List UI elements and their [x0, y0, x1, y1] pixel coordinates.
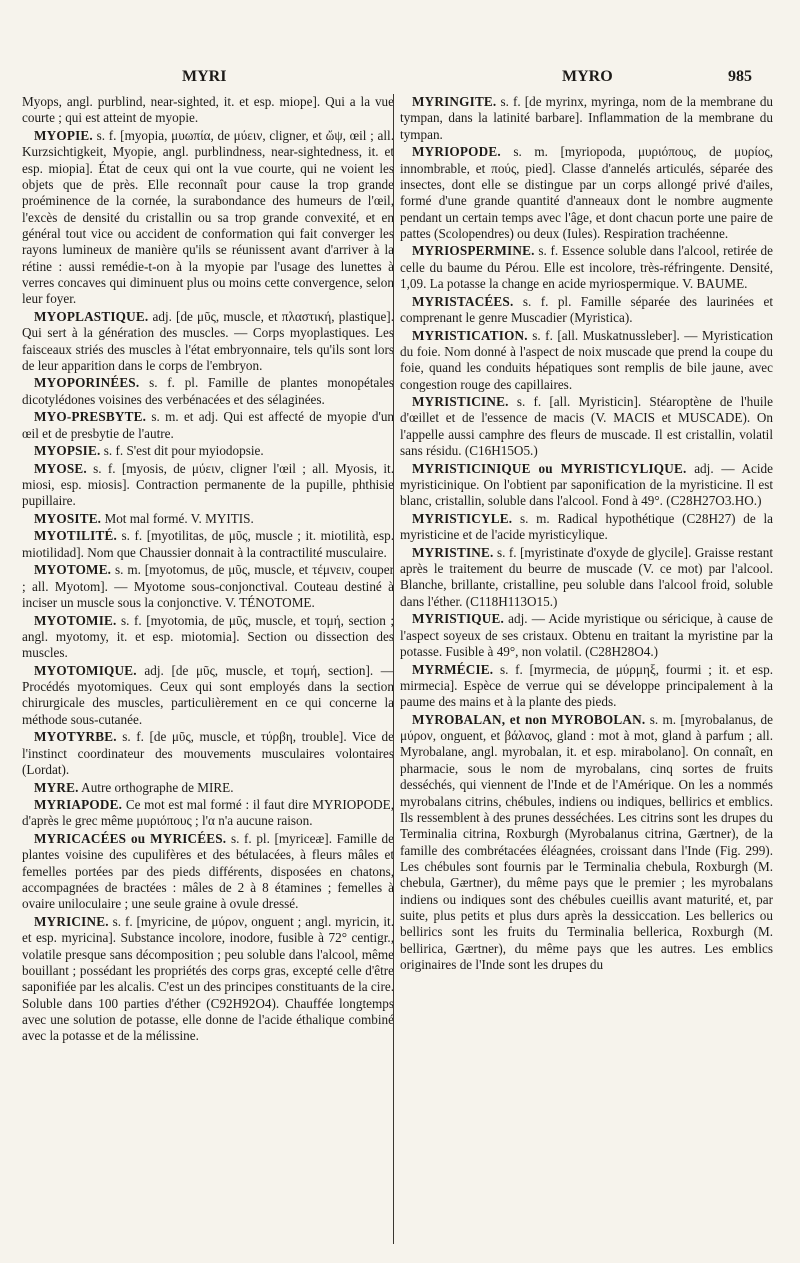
entry-headword: MYRISTACÉES. [412, 293, 514, 309]
dictionary-entry [22, 613, 394, 662]
dictionary-entry [22, 443, 394, 459]
entry-definition: s. f. [all. Muskatnussleber]. — Myristication du foie. Nom donné à l'aspect de noix muscade que prend la coupe du foie, quand les conduits hépatiques sont remplis de bile jaune, avec congestion rouge des capillaires. [400, 327, 774, 392]
entry-headword: MYOTOMIE. [34, 612, 117, 628]
dictionary-entry [22, 309, 394, 374]
entry-definition: s. m. et adj. Qui est affecté de myopie d'un œil et de presbytie de l'autre. [22, 409, 395, 441]
entry-headword: MYOPORINÉES. [34, 375, 140, 391]
entry-definition: s. m. [myotomus, de μῦς, muscle, et τέμνειν, couper ; all. Myotom]. — Myotome sous-conjonctival. Couteau destiné à inciser un muscle sous la conjonctive. V. TÉNOTOME. [22, 562, 395, 610]
entry-definition: s. f. [myristinate d'oxyde de glycile]. Graisse restant après le traitement du beurre de muscade (V. ce mot) par l'alcool. Blanche, brillante, cristalline, peu soluble dans l'alcool froid, soluble dans l'éther. (C118H113O15.) [400, 544, 773, 609]
running-head-center: MYRO [562, 68, 613, 85]
dictionary-entry [22, 94, 394, 127]
entry-definition: Mot mal formé. V. MYITIS. [104, 510, 254, 526]
left-column [22, 94, 394, 1046]
entry-headword: MYOTYRBE. [34, 729, 117, 745]
entry-headword: MYOTOME. [34, 562, 112, 578]
entry-definition: s. m. Radical hypothétique (C28H27) de la myristicine et de l'acide myristicylique. [400, 510, 774, 543]
entry-definition: s. f. pl. Famille de plantes monopétales dicotylédones voisines des verbénacées et des sélaginées. [22, 375, 394, 407]
entry-definition: s. f. Essence soluble dans l'alcool, retirée de celle du baume du Pérou. Elle est incolore, très-réfringente. Densité, 1,09. La potasse la change en acide myriospermique. V. BAUME. [400, 243, 773, 292]
dictionary-entry [400, 611, 773, 660]
dictionary-entry [400, 662, 773, 711]
entry-headword: MYRISTICYLE. [412, 510, 513, 526]
entry-headword: MYROBALAN, et non MYROBOLAN. [412, 711, 646, 727]
entry-headword: MYOSE. [34, 460, 87, 476]
entry-headword: MYRICACÉES ou MYRICÉES. [34, 830, 227, 846]
entry-headword: MYRISTINE. [412, 544, 494, 560]
entry-definition: s. f. [myrmecia, de μύρμηξ, fourmi ; it. et esp. mirmecia]. Espèce de verrue qui se développe principalement à la paume des mains et à la plante des pieds. [400, 661, 774, 710]
dictionary-entry [400, 328, 773, 393]
entry-definition: Ce mot est mal formé : il faut dire MYRIOPODE, d'après le grec même μυριόπους ; l'α n'a aucune raison. [22, 797, 394, 829]
dictionary-entry [22, 461, 394, 510]
dictionary-entry [400, 94, 773, 143]
dictionary-entry [22, 729, 394, 778]
entry-definition: Myops, angl. purblind, near-sighted, it. et esp. miope]. Qui a la vue courte ; qui est atteint de myopie. [22, 94, 394, 126]
column-divider [393, 94, 394, 1244]
entry-definition: s. f. [myotomia, de μῦς, muscle, et τομή, section ; angl. myotomy, it. et esp. miotomia]. Section ou dissection des muscles. [22, 612, 394, 661]
entry-definition: s. f. S'est dit pour myiodopsie. [103, 443, 264, 459]
dictionary-entry [400, 294, 773, 327]
entry-headword: MYOPSIE. [34, 443, 101, 459]
entry-definition: s. f. pl. Famille séparée des laurinées et comprenant le genre Muscadier (Myristica). [400, 293, 774, 326]
dictionary-entry [22, 797, 394, 830]
dictionary-entry [400, 511, 773, 544]
entry-headword: MYOTOMIQUE. [34, 662, 137, 678]
entry-definition: adj. [de μῦς, muscle, et τομή, section]. — Procédés myotomiques. Ceux qui sont employés dans la section chirurgicale des muscles, particulièrement en ce qui concerne la méthode sous-cutanée. [22, 662, 394, 727]
entry-headword: MYRIAPODE. [34, 797, 123, 813]
entry-definition: s. f. [myotilitas, de μῦς, muscle ; it. miotilità, esp. miotilidad]. Nom que Chaussier donnait à la contractilité musculaire. [22, 528, 395, 560]
entry-definition: s. f. [myricine, de μύρον, onguent ; angl. myricin, it. et esp. myricina]. Substance incolore, inodore, fusible à 72° centigr., volatile presque sans décomposition ; peu soluble dans l'alcool, même bouillant ; possédant les propriétés des corps gras, excepté celle d'être saponifiée par les alcalis. C'est un des principes constituants de la cire. Soluble dans 100 parties d'éther (C92H92O4). Chauffée longtemps avec une solution de potasse, elle donne de l'acide éthalique combiné avec la potasse et de la mélissine. [22, 913, 394, 1044]
entry-headword: MYRMÉCIE. [412, 661, 494, 677]
entry-headword: MYOTILITÉ. [34, 528, 117, 544]
entry-headword: MYOPIE. [34, 127, 93, 143]
entry-headword: MYRISTICINIQUE ou MYRISTICYLIQUE. [412, 460, 687, 476]
dictionary-entry [400, 394, 773, 459]
entry-headword: MYOPLASTIQUE. [34, 308, 149, 324]
entry-definition: s. f. [myopia, μυωπία, de μύειν, cligner, et ὤψ, œil ; all. Kurzsichtigkeit, Myopie, angl. purblindness, near-sightedness, it. et esp. miopia]. État de ceux qui ont la vue courte, qui ne voient les objets que de près. Elle reconnaît pour cause la trop grande proéminence de la cornée, la surabondance des humeurs de l'œil, l'excès de densité du cristallin ou sa trop grande convexité, et en général tout vice ou accident de conformation qui fait converger les rayons lumineux de manière qu'ils se réunissent avant d'arriver à la rétine : aussi remédie-t-on à la myopie par l'usage des lunettes à verres concaves qui diminuent plus ou moins cette convergence, selon leur foyer. [22, 127, 395, 307]
dictionary-entry [22, 128, 394, 308]
dictionary-entry [22, 528, 394, 561]
entry-headword: MYRINGITE. [412, 94, 497, 109]
dictionary-entry [22, 511, 394, 527]
dictionary-entry [22, 409, 394, 442]
dictionary-entry [22, 780, 394, 796]
entry-definition: s. f. pl. [myriceæ]. Famille de plantes voisine des cupulifères et des bétulacées, à fleurs mâles et femelles portées par des pieds différents, disposées en chatons, accompagnées de bractées : mâles de 2 à 8 étamines ; femelles à ovaire uniloculaire ; une seule graine à ovule dressé. [22, 830, 394, 912]
entry-headword: MYRISTICINE. [412, 394, 509, 410]
dictionary-entry [22, 914, 394, 1045]
dictionary-entry [22, 562, 394, 611]
dictionary-entry [400, 144, 773, 242]
entry-definition: s. f. [de μῦς, muscle, et τύρβη, trouble]. Vice de l'instinct coordinateur des mouvements musculaires volontaires (Lordat). [22, 729, 394, 777]
running-head [0, 68, 800, 90]
entry-headword: MYRE. [34, 779, 79, 795]
entry-definition: s. m. [myriopoda, μυριόπους, de μυρίος, innombrable, et πούς, pied]. Classe d'annelés articulés, séparée des insectes, dont elle se distingue par un corps allongé privé d'ailes, formé d'une grande quantité d'anneaux dont le nombre augmente pendant un certain temps avec l'âge, et dont chacun porte une paire de pattes (Scolopendres) ou deux (Iules). Respiration trachéenne. [400, 144, 774, 241]
running-head-left: MYRI [182, 68, 227, 85]
entry-definition: adj. [de μῦς, muscle, et πλαστική, plastique]. Qui sert à la génération des muscles. — Corps myoplastiques. Les faisceaux striés des muscles à l'état embryonnaire, tels qu'ils sont lors de leur apparition dans le corps de l'embryon. [22, 308, 394, 373]
entry-definition: adj. — Acide myristicinique. On l'obtient par saponification de la myristicine. Il est blanc, cristallin, soluble dans l'alcool. Fond à 49°. (C28H27O3.HO.) [400, 460, 773, 509]
entry-definition: adj. — Acide myristique ou séricique, à cause de l'aspect soyeux de ses cristaux. Obtenu en traitant la myristine par la potasse. Fusible à 49°, non volatil. (C28H28O4.) [400, 611, 774, 660]
entry-headword: MYRISTIQUE. [412, 611, 504, 627]
dictionary-entry [400, 461, 773, 510]
entry-headword: MYRISTICATION. [412, 327, 528, 343]
entry-headword: MYRICINE. [34, 913, 109, 929]
dictionary-entry [400, 243, 773, 292]
entry-headword: MYO-PRESBYTE. [34, 409, 147, 425]
right-column [400, 94, 773, 974]
dictionary-entry [22, 831, 394, 913]
entry-definition: s. m. [myrobalanus, de μύρον, onguent, et βάλανος, gland : mot à mot, gland à parfum ; all. Myrobalane, angl. myrobalan, it. et esp. mirabolano]. On connaît, en pharmacie, sous le nom de myrobalans, cinq sortes de fruits desséchés, qui viennent de l'Inde et de l'Amérique. On les a nommés myrobalans citrins, chébules, indiens ou indiques, bellirics et emblics. Ils ressemblent à des prunes desséchées. Les citrins sont les drupes du Terminalia citrina, Roxburgh (Myrobalanus citrina, Gærtner), de la famille des combrétacées éléagnées, croissant dans l'Inde (Fig. 299). Les chébules sont fournis par le Terminalia chebula, Roxburgh (M. chebula, Gærtner), du même pays que le premier ; les myrobalans indiens ou indiques sont des chébules cueillis avant maturité, et, par suite, plus petits et plus durs après la dessiccation. Les bellerics ou bellirics sont les fruits du Terminalia bellerica, Roxburgh (M. bellirica, Gærtner), du même pays que les autres. Les emblics originaires de l'Inde sont les drupes du [400, 711, 774, 972]
dictionary-entry [22, 663, 394, 728]
entry-definition: s. f. [all. Myristicin]. Stéaroptène de l'huile d'œillet et de l'essence de macis (V. MACIS et MUSCADE). On l'appelle aussi camphre des fleurs de muscade. Il est cristallin, volatil sans résidu. (C16H15O5.) [400, 394, 773, 459]
entry-definition: s. f. [de myrinx, myringa, nom de la membrane du tympan, dans la latinité barbare]. Inflammation de la membrane du tympan. [400, 94, 774, 142]
dictionary-entry [22, 375, 394, 408]
entry-headword: MYRIOSPERMINE. [412, 243, 535, 259]
entry-headword: MYRIOPODE. [412, 144, 501, 160]
page-number: 985 [728, 68, 752, 85]
dictionary-entry [400, 712, 773, 974]
entry-definition: s. f. [myosis, de μύειν, cligner l'œil ; all. Myosis, it. miosi, esp. miosis]. Contraction permanente de la pupille, phthisie pupillaire. [22, 460, 395, 509]
dictionary-entry [400, 545, 773, 610]
entry-headword: MYOSITE. [34, 510, 102, 526]
entry-definition: Autre orthographe de MIRE. [81, 779, 234, 795]
